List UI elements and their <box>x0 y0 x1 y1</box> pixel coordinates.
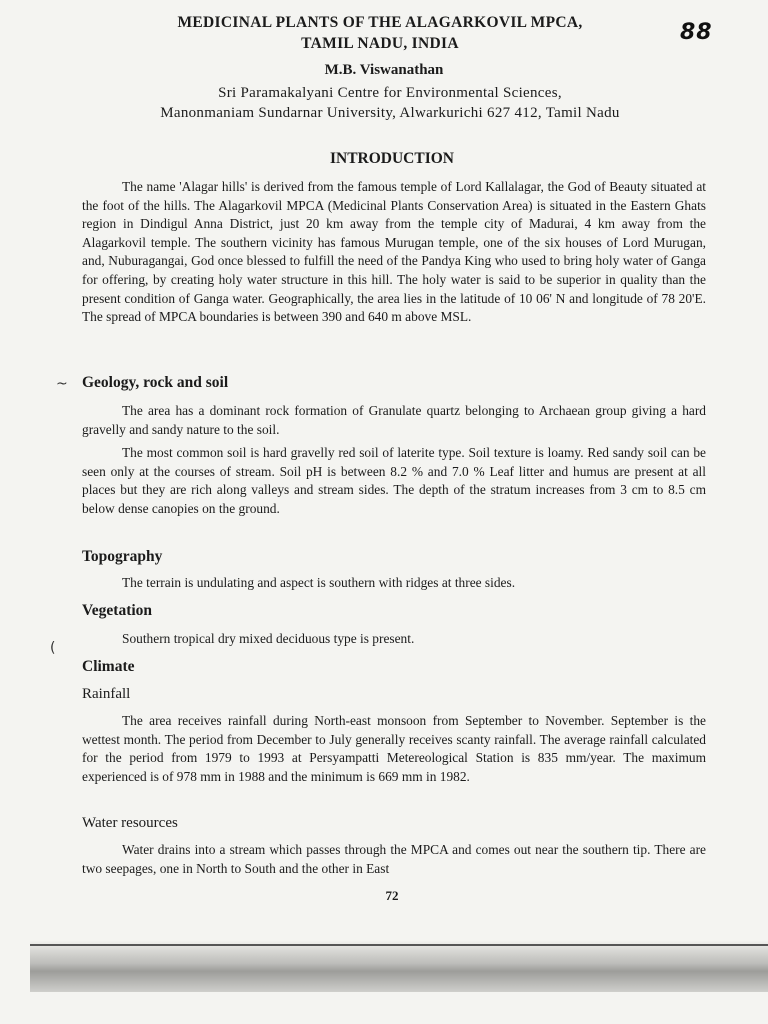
geology-heading: Geology, rock and soil <box>82 374 229 391</box>
affiliation-line-1: Sri Paramakalyani Centre for Environmental Sciences, <box>218 85 562 101</box>
margin-mark: ~ <box>56 376 68 392</box>
geology-paragraph-2: The most common soil is hard gravelly red soil of laterite type. Soil texture is loamy. Red sandy soil can be seen only at the courses of stream. Soil pH is between 8.2 % and 7.0 % Leaf litter and humus are present at all places but they are rich along valleys and stream sides. The depth of the stratum increases from 3 cm to 8.5 cm below dense canopies on the ground. <box>82 445 706 516</box>
vegetation-heading: Vegetation <box>82 602 153 619</box>
rainfall-paragraph: The area receives rainfall during North-east monsoon from September to November. September is the wettest month. The period from December to July generally receives scanty rainfall. The average rainfall calculated for the period from 1979 to 1993 at Persyampatti Metereological Station is 835 mm/year. The maximum experienced is of 978 mm in 1988 and the minimum is 669 mm in 1982. <box>82 713 706 784</box>
title-line-2: TAMIL NADU, INDIA <box>301 35 459 52</box>
author-affiliation <box>80 83 700 123</box>
page-number: 72 <box>385 888 399 903</box>
vegetation-paragraph: Southern tropical dry mixed deciduous type is present. <box>122 631 415 646</box>
water-resources-paragraph: Water drains into a stream which passes through the MPCA and comes out near the southern tip. There are two seepages, one in North to South and the other in East <box>82 842 706 876</box>
title-line-1: MEDICINAL PLANTS OF THE ALAGARKOVIL MPCA, <box>177 14 583 31</box>
introduction-paragraph: The name 'Alagar hills' is derived from the famous temple of Lord Kallalagar, the God of Beauty situated at the foot of the hills. The Alagarkovil MPCA (Medicinal Plants Conservation Area) is situated in the Eastern Ghats region in Dindigul Anna District, just 20 km away from the temple city of Madurai, 4 km away from the Alagarkovil temple. The southern vicinity has famous Murugan temple, one of the six houses of Lord Murugan, and, Nuburagangai, God once blessed to fulfill the need of the Pandya King who used to bring holy water of Ganga for offering, by creating holy water structure in this hill. The holy water is said to be superior in quality than the present condition of Ganga water. Geographically, the area lies in the latitude of 10 06' N and longitude of 78 20'E. The spread of MPCA boundaries is between 390 and 640 m above MSL. <box>82 179 706 325</box>
paper-title <box>100 12 660 54</box>
rainfall-subheading: Rainfall <box>82 686 131 702</box>
author-name: M.B. Viswanathan <box>324 62 444 78</box>
water-resources-subheading: Water resources <box>82 815 178 831</box>
scan-edge-line <box>30 944 768 946</box>
affiliation-line-2: Manonmaniam Sundarnar University, Alwarkurichi 627 412, Tamil Nadu <box>160 105 620 121</box>
margin-mark: ( <box>50 640 56 656</box>
topography-paragraph: The terrain is undulating and aspect is southern with ridges at three sides. <box>122 575 516 590</box>
topography-heading: Topography <box>82 548 163 565</box>
handwritten-page-note: 88 <box>680 20 713 45</box>
climate-heading: Climate <box>82 658 135 675</box>
geology-paragraph-1: The area has a dominant rock formation of Granulate quartz belonging to Archaean group giving a hard gravelly and sandy nature to the soil. <box>82 403 706 437</box>
scan-edge-shadow <box>30 940 768 992</box>
introduction-heading: INTRODUCTION <box>329 150 454 167</box>
